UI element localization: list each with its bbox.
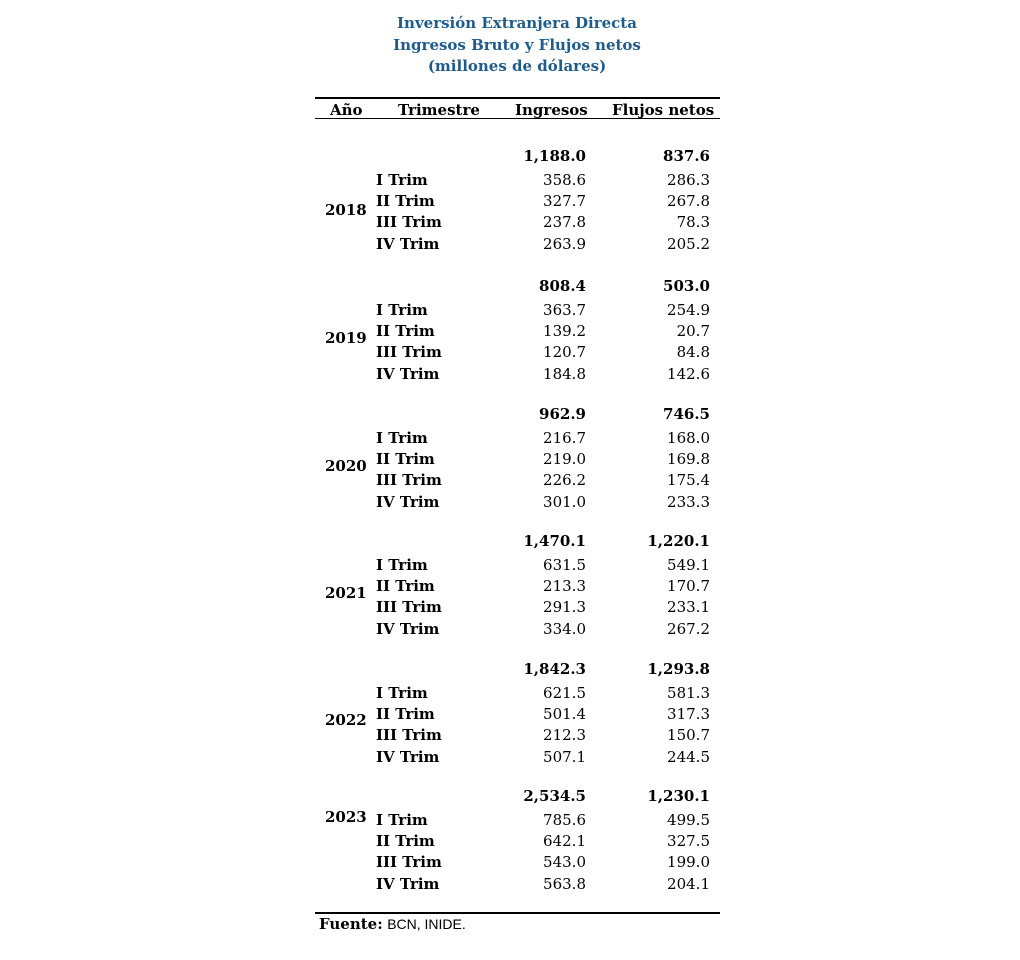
table-row (0, 342, 1020, 363)
source-text: BCN, INIDE. (387, 916, 466, 932)
ingresos-cell: 184.8 (543, 365, 586, 383)
table-row (0, 831, 1020, 852)
ingresos-cell: 301.0 (543, 493, 586, 511)
ingresos-cell: 358.6 (543, 171, 586, 189)
table-row (0, 576, 1020, 597)
quarter-label: I Trim (376, 301, 428, 319)
quarter-label: I Trim (376, 556, 428, 574)
total-ingresos: 1,842.3 (523, 660, 586, 678)
total-flujos: 1,220.1 (647, 532, 710, 550)
ingresos-cell: 363.7 (543, 301, 586, 319)
year-label: 2019 (325, 329, 367, 347)
ingresos-cell: 501.4 (543, 705, 586, 723)
ingresos-cell: 212.3 (543, 726, 586, 744)
quarter-label: III Trim (376, 471, 442, 489)
quarter-label: IV Trim (376, 365, 440, 383)
table-row (0, 492, 1020, 513)
ingresos-cell: 621.5 (543, 684, 586, 702)
ingresos-cell: 219.0 (543, 450, 586, 468)
quarter-label: III Trim (376, 726, 442, 744)
flujos-cell: 169.8 (667, 450, 710, 468)
total-flujos: 746.5 (663, 405, 710, 423)
flujos-cell: 317.3 (667, 705, 710, 723)
table-row (0, 747, 1020, 768)
ingresos-cell: 642.1 (543, 832, 586, 850)
year-label: 2020 (325, 457, 367, 475)
table-row (0, 597, 1020, 618)
title-line-1: Inversión Extranjera Directa (397, 14, 637, 32)
quarter-label: IV Trim (376, 493, 440, 511)
table-row (0, 810, 1020, 831)
ingresos-cell: 291.3 (543, 598, 586, 616)
table-row (0, 428, 1020, 449)
flujos-cell: 205.2 (667, 235, 710, 253)
quarter-label: III Trim (376, 343, 442, 361)
flujos-cell: 175.4 (667, 471, 710, 489)
quarter-label: II Trim (376, 322, 435, 340)
source-note (319, 915, 466, 933)
ingresos-cell: 507.1 (543, 748, 586, 766)
quarter-label: IV Trim (376, 748, 440, 766)
quarter-label: IV Trim (376, 235, 440, 253)
title-line-2: Ingresos Bruto y Flujos netos (393, 36, 641, 54)
table-row (0, 191, 1020, 212)
header-flujos: Flujos netos (612, 101, 715, 119)
table-row (0, 449, 1020, 470)
header-ingresos: Ingresos (515, 101, 588, 119)
header-quarter: Trimestre (398, 101, 480, 119)
source-label: Fuente: (319, 915, 383, 933)
flujos-cell: 233.1 (667, 598, 710, 616)
ingresos-cell: 327.7 (543, 192, 586, 210)
total-flujos: 837.6 (663, 147, 710, 165)
header-year: Año (330, 101, 363, 119)
flujos-cell: 170.7 (667, 577, 710, 595)
flujos-cell: 499.5 (667, 811, 710, 829)
quarter-label: II Trim (376, 450, 435, 468)
year-label: 2023 (325, 808, 367, 826)
ingresos-cell: 216.7 (543, 429, 586, 447)
table-row (0, 300, 1020, 321)
table-row (0, 212, 1020, 233)
table-row (0, 704, 1020, 725)
total-flujos: 1,230.1 (647, 787, 710, 805)
total-ingresos: 2,534.5 (523, 787, 586, 805)
flujos-cell: 233.3 (667, 493, 710, 511)
flujos-cell: 84.8 (676, 343, 710, 361)
quarter-label: I Trim (376, 171, 428, 189)
ingresos-cell: 543.0 (543, 853, 586, 871)
total-ingresos: 1,188.0 (523, 147, 586, 165)
flujos-cell: 286.3 (667, 171, 710, 189)
quarter-label: II Trim (376, 192, 435, 210)
flujos-cell: 78.3 (676, 213, 710, 231)
ingresos-cell: 237.8 (543, 213, 586, 231)
table-row (0, 321, 1020, 342)
table-row (0, 683, 1020, 704)
ingresos-cell: 263.9 (543, 235, 586, 253)
table-row (0, 619, 1020, 640)
flujos-cell: 267.2 (667, 620, 710, 638)
flujos-cell: 20.7 (676, 322, 710, 340)
table-row (0, 874, 1020, 895)
flujos-cell: 254.9 (667, 301, 710, 319)
total-ingresos: 962.9 (539, 405, 586, 423)
table-row (0, 470, 1020, 491)
ingresos-cell: 563.8 (543, 875, 586, 893)
table-row (0, 234, 1020, 255)
total-flujos: 503.0 (663, 277, 710, 295)
ingresos-cell: 213.3 (543, 577, 586, 595)
quarter-label: IV Trim (376, 620, 440, 638)
table-row (0, 852, 1020, 873)
table-row (0, 725, 1020, 746)
table-row (0, 170, 1020, 191)
ingresos-cell: 139.2 (543, 322, 586, 340)
flujos-cell: 150.7 (667, 726, 710, 744)
total-flujos: 1,293.8 (647, 660, 710, 678)
quarter-label: I Trim (376, 429, 428, 447)
ingresos-cell: 226.2 (543, 471, 586, 489)
ingresos-cell: 120.7 (543, 343, 586, 361)
quarter-label: III Trim (376, 213, 442, 231)
table-row (0, 364, 1020, 385)
flujos-cell: 327.5 (667, 832, 710, 850)
total-ingresos: 1,470.1 (523, 532, 586, 550)
quarter-label: II Trim (376, 705, 435, 723)
quarter-label: I Trim (376, 684, 428, 702)
header-rule (315, 118, 720, 119)
year-label: 2022 (325, 711, 367, 729)
ingresos-cell: 785.6 (543, 811, 586, 829)
quarter-label: IV Trim (376, 875, 440, 893)
top-rule (315, 97, 720, 99)
ingresos-cell: 631.5 (543, 556, 586, 574)
year-label: 2018 (325, 201, 367, 219)
quarter-label: I Trim (376, 811, 428, 829)
flujos-cell: 142.6 (667, 365, 710, 383)
quarter-label: II Trim (376, 832, 435, 850)
title-line-3: (millones de dólares) (427, 57, 607, 75)
quarter-label: III Trim (376, 598, 442, 616)
flujos-cell: 549.1 (667, 556, 710, 574)
flujos-cell: 199.0 (667, 853, 710, 871)
quarter-label: III Trim (376, 853, 442, 871)
total-ingresos: 808.4 (539, 277, 586, 295)
quarter-label: II Trim (376, 577, 435, 595)
flujos-cell: 204.1 (667, 875, 710, 893)
table-row (0, 555, 1020, 576)
flujos-cell: 267.8 (667, 192, 710, 210)
flujos-cell: 581.3 (667, 684, 710, 702)
flujos-cell: 168.0 (667, 429, 710, 447)
bottom-rule (315, 912, 720, 914)
year-label: 2021 (325, 584, 367, 602)
flujos-cell: 244.5 (667, 748, 710, 766)
ingresos-cell: 334.0 (543, 620, 586, 638)
